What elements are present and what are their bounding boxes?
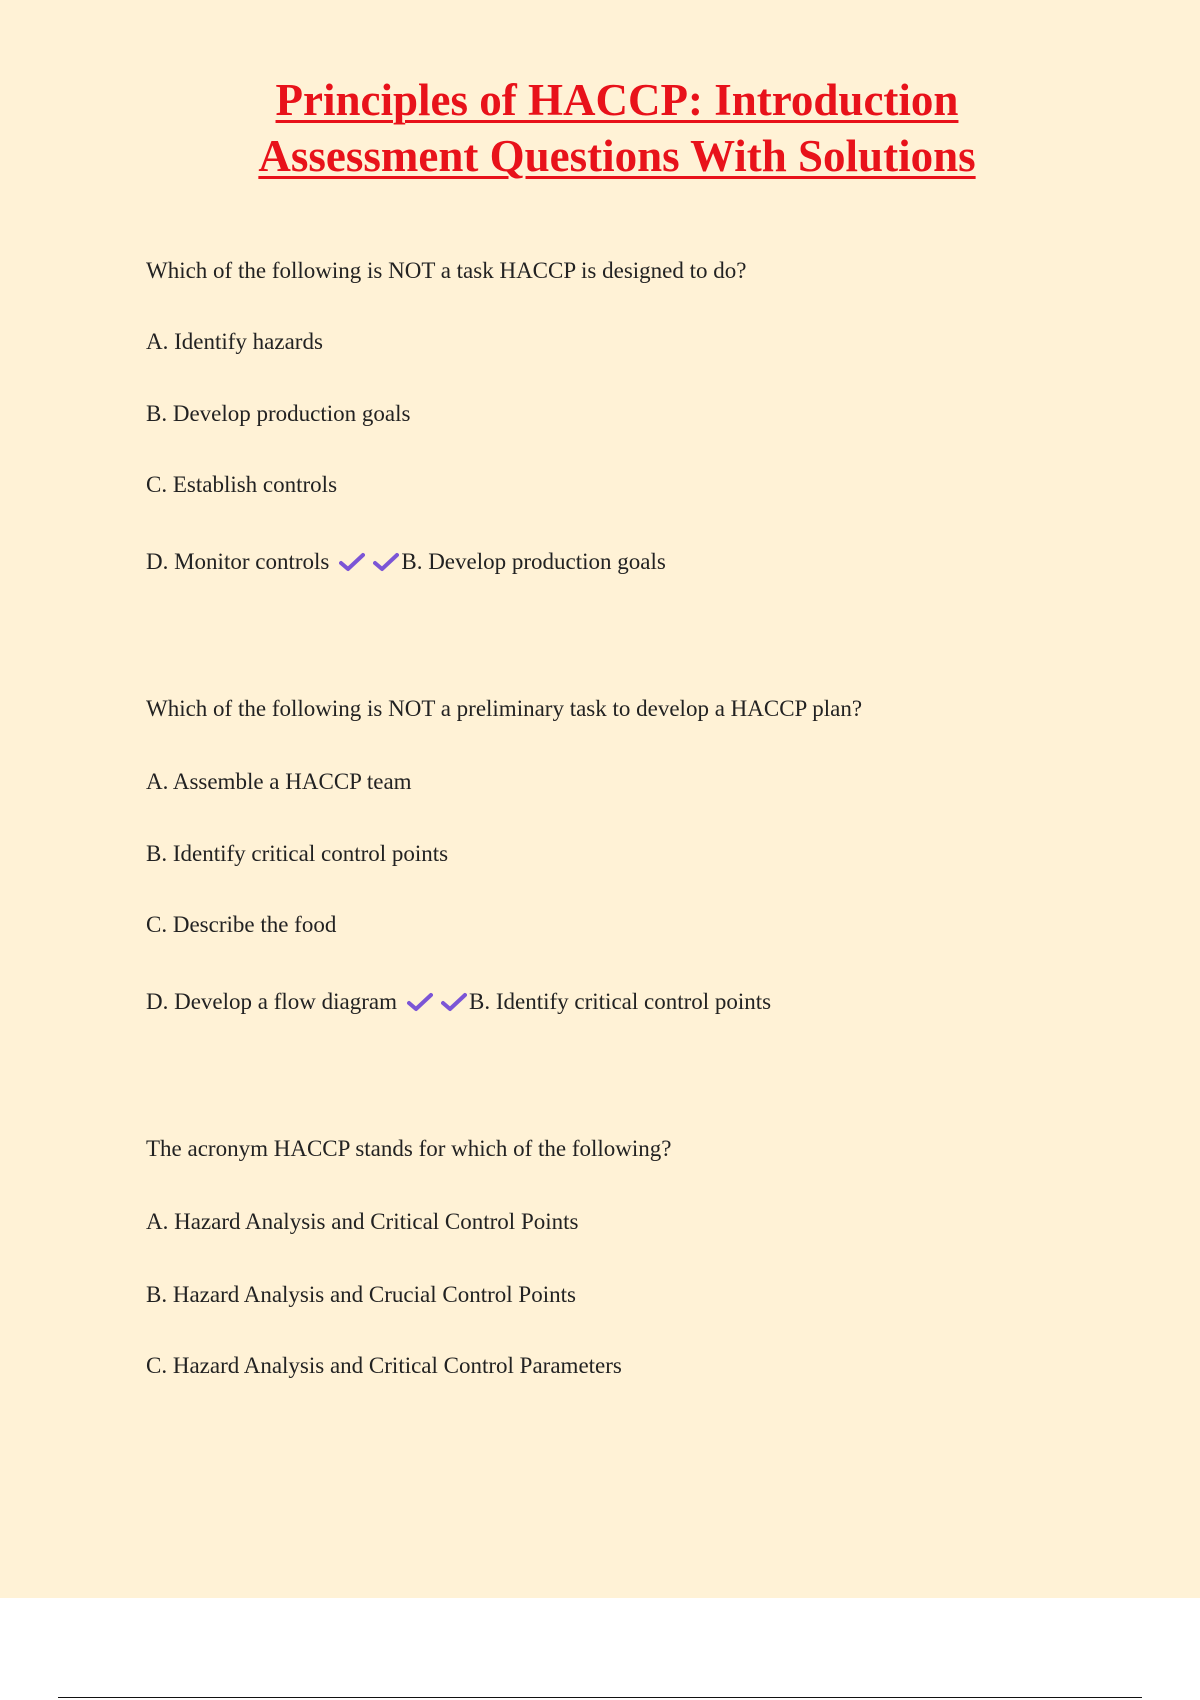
check-icon (373, 552, 399, 572)
question-1-option-b: B. Develop production goals (146, 401, 411, 426)
question-2-option-d-row (146, 987, 771, 1017)
question-2-answer: B. Identify critical control points (469, 989, 772, 1014)
question-1-option-c: C. Establish controls (146, 472, 338, 497)
check-icon (441, 992, 467, 1012)
question-2-option-c: C. Describe the food (146, 912, 337, 937)
title-line-1: Principles of HACCP: Introduction (275, 75, 959, 125)
question-1-option-d: D. Monitor controls (146, 549, 330, 574)
question-2-text: Which of the following is NOT a preliminary task to develop a HACCP plan? (146, 696, 863, 721)
question-3-text: The acronym HACCP stands for which of the following? (146, 1136, 672, 1161)
question-2-option-d: D. Develop a flow diagram (146, 989, 398, 1014)
document-title (0, 72, 1200, 184)
check-icon (407, 992, 433, 1012)
question-2-option-b: B. Identify critical control points (146, 841, 449, 866)
question-3-option-a: A. Hazard Analysis and Critical Control Points (146, 1209, 579, 1234)
check-icon (339, 552, 365, 572)
question-1-text: Which of the following is NOT a task HACCP is designed to do? (146, 258, 747, 283)
title-line-2: Assessment Questions With Solutions (258, 131, 976, 181)
question-3-option-b: B. Hazard Analysis and Crucial Control Points (146, 1282, 576, 1307)
footer-divider (58, 1697, 1142, 1698)
question-1-answer: B. Develop production goals (401, 549, 666, 574)
question-3-option-c: C. Hazard Analysis and Critical Control Parameters (146, 1353, 622, 1378)
question-1-option-a: A. Identify hazards (146, 329, 323, 354)
question-1-option-d-row (146, 547, 666, 577)
question-2-option-a: A. Assemble a HACCP team (146, 769, 412, 794)
